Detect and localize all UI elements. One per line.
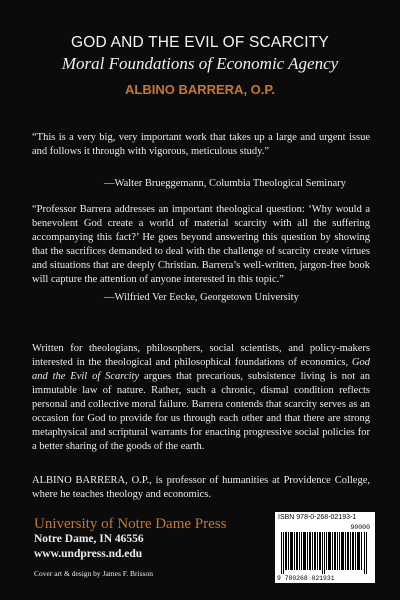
publisher-url: www.undpress.nd.edu — [34, 548, 143, 560]
book-subtitle: Moral Foundations of Economic Agency — [61, 54, 339, 73]
endorsement-attribution-1: —Walter Brueggemann, Columbia Theological Seminary — [104, 178, 346, 189]
publisher-name: University of Notre Dame Press — [34, 516, 227, 532]
description-book-title: God and the Evil of Scarcity — [32, 357, 370, 382]
endorsement-quote-1: “This is a very big, very important work that takes up a large and urgent issue and follows it through with vigorous, meticulous study.” — [32, 132, 370, 157]
endorsement-attribution-2: —Wilfried Ver Eecke, Georgetown University — [104, 292, 299, 303]
isbn-barcode-box — [275, 512, 375, 583]
barcode-digits: 9 780268 021931 — [277, 575, 335, 582]
book-description — [32, 342, 370, 454]
barcode-icon — [280, 532, 370, 574]
publisher-address: Notre Dame, IN 46556 — [34, 533, 144, 545]
endorsement-quote-2: “Professor Barrera addresses an important theological question: ‘Why would a benevolent God create a world of material scarcity with all the suffering accompanying this fact?’ He goes beyond answering this question by showing that the sacrifices demanded to deal with the challenge of scarcity create virtues and situations that are deeply Christian. Barrera’s well-written, jargon-free book will capture the attention of anyone interested in this topic.” — [32, 204, 370, 285]
cover-credit: Cover art & design by James F. Brisson — [34, 569, 153, 578]
description-text-start: Written for theologians, philosophers, social scientists, and policy-makers interested in the theological and philosophical foundations of economics, — [32, 343, 370, 368]
book-title: GOD AND THE EVIL OF SCARCITY — [71, 34, 329, 51]
description-text-end: argues that precarious, subsistence living is not an immutable law of nature. Rather, such a chronic, dismal condition reflects personal and collective moral failure. Barrera contends that scarcity serves as an occasion for God to provide for us through each other and that there are strong metaphysical and scriptural warrants for enacting progressive social policies for a better sharing of the goods of the earth. — [32, 371, 370, 452]
author-name: ALBINO BARRERA, O.P. — [125, 82, 275, 97]
isbn-number: ISBN 978-0-268-02193-1 — [278, 514, 357, 521]
price-code: 90000 — [350, 524, 370, 531]
author-bio: ALBINO BARRERA, O.P., is professor of humanities at Providence College, where he teaches theology and economics. — [32, 475, 370, 500]
